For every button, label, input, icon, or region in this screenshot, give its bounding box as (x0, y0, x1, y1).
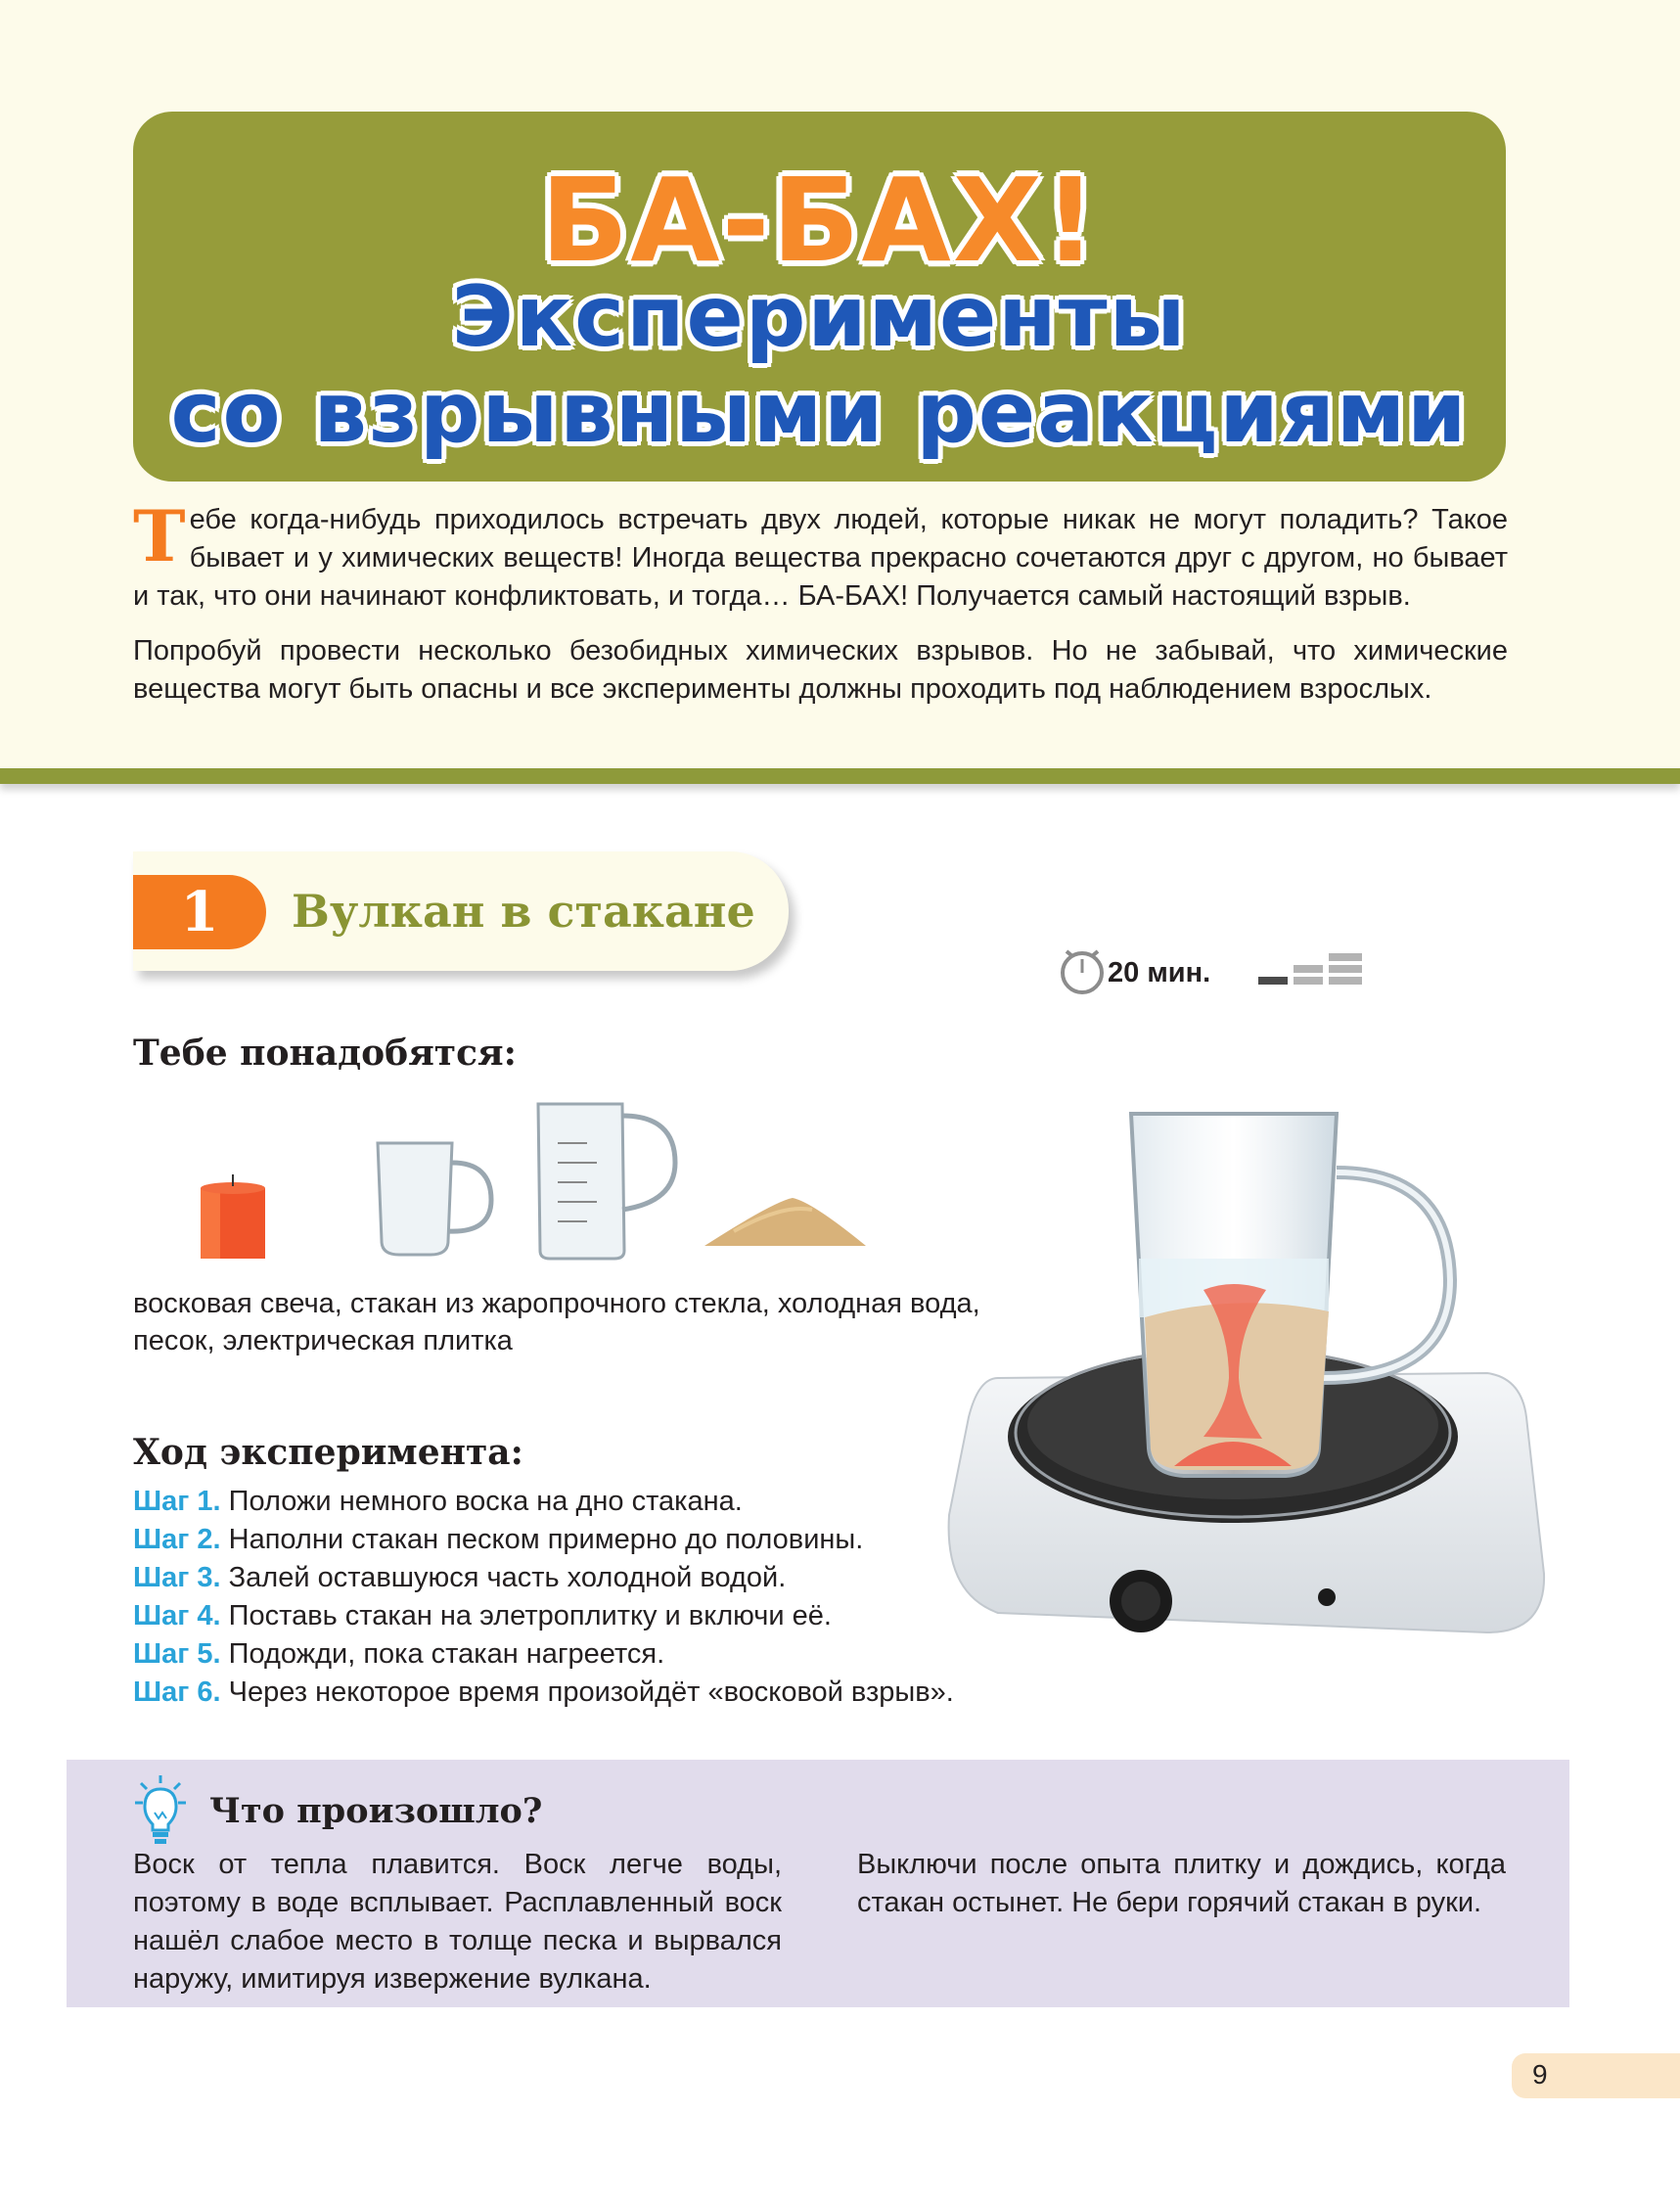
title-line-experiments: Эксперименты (451, 268, 1188, 366)
hotplate-with-mug-photo (939, 1084, 1566, 1672)
step-label: Шаг 6. (133, 1677, 221, 1708)
step-text: Наполни стакан песком примерно до половины. (220, 1524, 864, 1555)
step-item (133, 1635, 954, 1674)
step-text: Залей оставшуюся часть холодной водой. (220, 1562, 787, 1593)
step-item (133, 1521, 954, 1559)
materials-illustration (186, 1094, 890, 1263)
duration-label: 20 мин. (1108, 957, 1211, 988)
procedure-heading: Ход эксперимента: (133, 1432, 523, 1473)
page-number: 9 (1532, 2059, 1548, 2090)
step-item (133, 1597, 954, 1635)
title-line-reactions: со взрывными реакциями (170, 364, 1469, 462)
step-label: Шаг 1. (133, 1486, 221, 1517)
difficulty-bar-2 (1294, 977, 1323, 985)
step-label: Шаг 3. (133, 1562, 221, 1593)
steps-list (133, 1483, 954, 1712)
difficulty-bar-3 (1329, 977, 1362, 985)
step-text: Через некоторое время произойдёт «восковой взрыв». (220, 1677, 954, 1708)
step-item (133, 1559, 954, 1597)
step-text: Подожди, пока стакан нагреется. (220, 1638, 665, 1670)
step-label: Шаг 5. (133, 1638, 221, 1670)
step-text: Поставь стакан на элетроплитку и включи её. (220, 1600, 832, 1631)
title-exclamation: БА-БАХ! (540, 153, 1099, 288)
candle-icon (201, 1174, 265, 1259)
lightbulb-icon (135, 1773, 186, 1848)
step-label: Шаг 2. (133, 1524, 221, 1555)
indicator-light (1318, 1588, 1336, 1606)
step-item (133, 1674, 954, 1712)
experiment-title: Вулкан в стакане (292, 885, 755, 938)
title-panel (133, 112, 1506, 482)
drop-cap: Т (133, 494, 186, 577)
sand-pile-icon (704, 1198, 866, 1246)
difficulty-bar-1 (1258, 977, 1288, 985)
difficulty-bar-2 (1294, 965, 1323, 973)
safety-note: Выключи после опыта плитку и дождись, когда стакан остынет. Не бери горячий стакан в руки. (857, 1849, 1506, 1918)
experiment-number-badge (133, 875, 266, 949)
what-happened-heading: Что произошло? (209, 1791, 543, 1831)
materials-list: восковая свеча, стакан из жаропрочного стекла, холодная вода, песок, электрическая плитка (133, 1288, 980, 1356)
intro-text (133, 494, 1508, 725)
glass-mug-icon (378, 1143, 491, 1255)
difficulty-bar-3 (1329, 965, 1362, 973)
explanation-text: Воск от тепла плавится. Воск легче воды, поэтому в воде всплывает. Расплавленный воск нашёл слабое место в толще песка и вырвался наружу, имитируя извержение вулкана. (133, 1849, 782, 1995)
intro-paragraph-1 (133, 494, 1508, 616)
intro-paragraph-1-text: ебе когда-нибудь приходилось встречать двух людей, которые никак не могут поладить? Такое бывает и у химических веществ! Иногда вещества прекрасно сочетаются друг с другом, но бывает и так, что они начинают конфликтовать, и тогда… БА-БАХ! Получается самый настоящий взрыв. (133, 504, 1508, 612)
difficulty-indicator (1258, 947, 1366, 990)
stopwatch-icon (1055, 942, 1113, 1000)
experiment-heading-tab (133, 851, 789, 971)
section-divider (0, 768, 1680, 784)
experiment-number: 1 (180, 880, 219, 944)
intro-paragraph-2: Попробуй провести несколько безобидных химических взрывов. Но не забывай, что химические вещества могут быть опасны и все эксперименты должны проходить под наблюдением взрослых. (133, 635, 1508, 705)
step-label: Шаг 4. (133, 1600, 221, 1631)
step-item (133, 1483, 954, 1521)
materials-heading: Тебе понадобятся: (133, 1033, 517, 1074)
difficulty-bar-3 (1329, 953, 1362, 961)
step-text: Положи немного воска на дно стакана. (220, 1486, 743, 1517)
measuring-jug-icon (538, 1104, 675, 1259)
